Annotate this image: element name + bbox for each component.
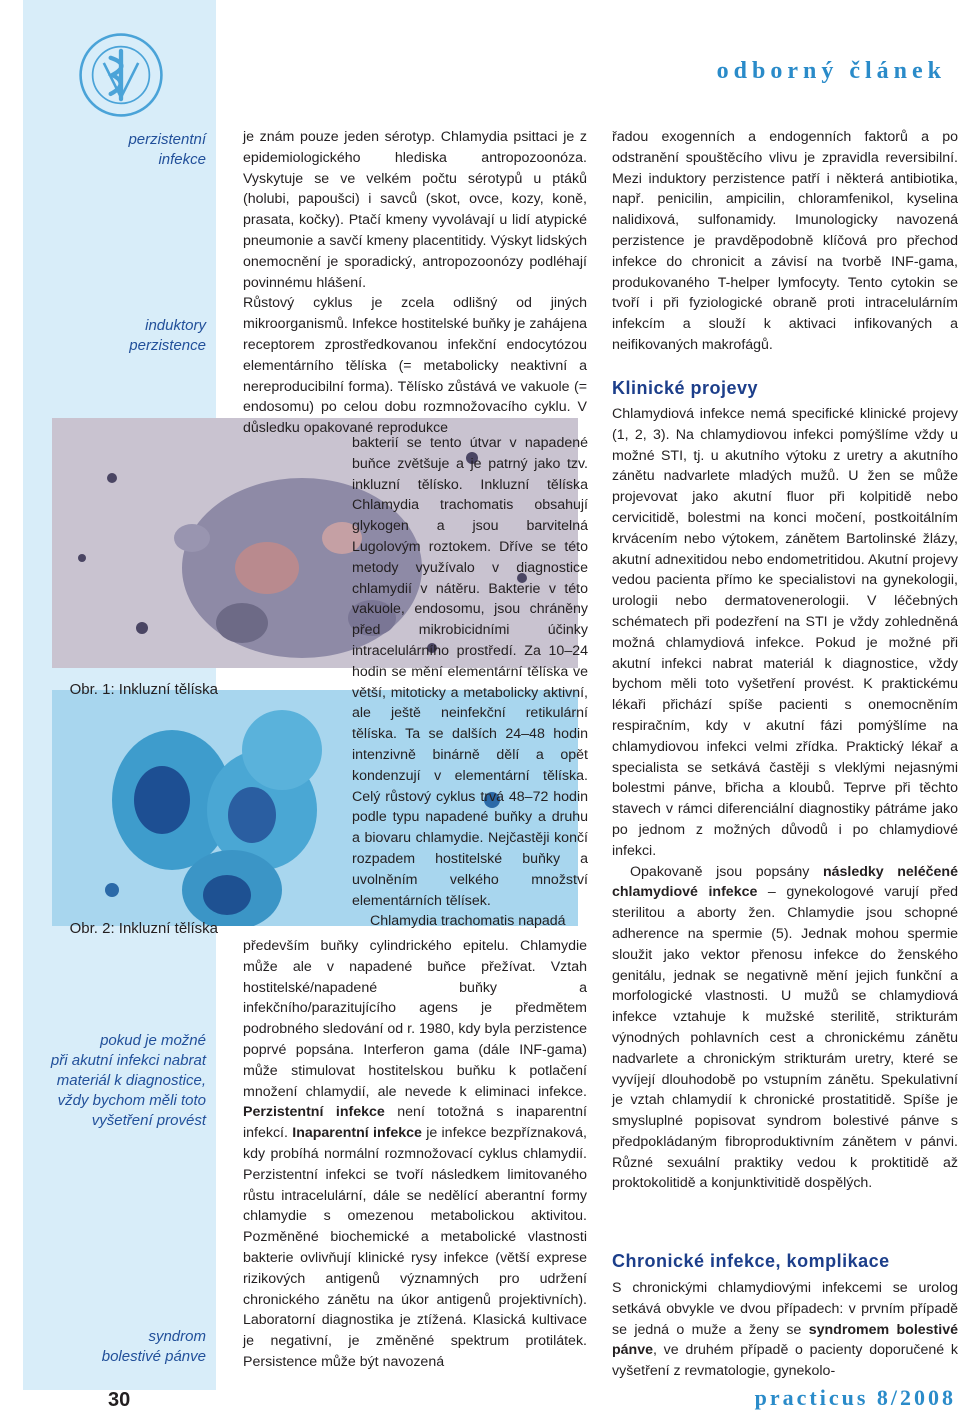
text-run: – gynekologové varují před sterilitou a aborty žen. Chlamydie jsou schopné adherence na spermie (5). Jednak mohou spermie sloužit jako vektor přenosu infekce do ženského genitálu, jednak se negativně mění jejich funkční a morfologické vlastnosti. U mužů se chlamydiová infekce vztahuje k mužské sterilitě, strikturám výnodných pohlavních cest a chronickému zánětu nadvarlete a chronickým strikturám uretry, které se vyvíjejí dlouhodobě po vstupním zánětu. Spekulativní je vztah chlamydií k chronické prostatitidě. Spíše je smysluplné popisovat syndrom bolestivé pánve s předpokládaným fibroproduktivním zánětem v pánvi. Různé sexuální praktiky vedou k proktitidě až proktokolitidě a konjunktivitidě dospělých. — [612, 884, 958, 1192]
text-run: Opakovaně jsou popsány — [630, 863, 810, 880]
section-label: odborný článek — [716, 58, 946, 84]
paragraph: bakterií se tento útvar v napadené buňce zvětšuje a je patrný jako tzv. inkluzní tělísko. Inkluzní tělíska Chlamydia trachomatis obsahují glykogen a jsou barvitelná Lugolovým roztokem. Dříve se této metody využívalo v diagnostice chlamydií v nátěru. Bakterie v této vakuole, endosomu, jsou chráněny před mikrobicidními účinky intracelulárního prostředí. Za 10–24 hodin se mění elementární tělíska ve větší, mitoticky a metabolicky aktivní, ale ještě neinfekční retikulární tělíska. Ta se dalších 24–48 hodin intenzivně binárně dělí a opět kondenzují v elementární tělíska. Celý růstový cyklus trvá 48–72 hodin podle typu napadené buňky a druhu a biovaru chlamydie. Nejčastěji končí rozpadem hostitelské buňky a uvolněním velkého množství elementárních tělísek. — [352, 435, 588, 909]
heading-chronic: Chronické infekce, komplikace — [612, 1251, 890, 1271]
paragraph: Chlamydia trachomatis napadá — [370, 913, 566, 930]
side-note-line: pokud je možné — [100, 1032, 206, 1049]
column-2-top — [612, 127, 958, 356]
paragraph: řadou exogenních a endogenních faktorů a po odstranění spouštěcího vlivu je zpravidla reversibilní. Mezi induktory perzistence patří i některá antibiotika, např. penicilin, ampicilin, chloramfenikol, kyselina nalidixová, sulfonamidy. Imunologicky navozená perzistence je pravděpodobně klíčová pro přechod infekce do chronicit a závisí na tvorbě INF-gama, produkovaného T-helper lymfocyty. Tento cytokin se tvoří i při fyziologické obraně proti intracelulárním infekcím a slouží k aktivaci infikovaných a neifikovaných makrofágů. — [612, 129, 958, 353]
text-run-bold: následky neléčené chlamydiové infekce — [612, 863, 958, 901]
side-note-inductors — [129, 316, 206, 356]
text-run-bold: Inaparentní infekce — [292, 1125, 422, 1142]
column-1-wrap — [352, 433, 588, 932]
side-note-line: vždy bychom měli toto — [57, 1092, 206, 1109]
text-run-bold: Perzistentní infekce — [243, 1104, 385, 1121]
society-logo — [78, 32, 164, 118]
side-note-diagnostics — [51, 1031, 206, 1131]
figure-1-caption: Obr. 1: Inkluzní tělíska — [69, 681, 218, 698]
journal-footer: practicus 8/2008 — [754, 1385, 956, 1410]
text-run: především buňky cylindrického epitelu. Chlamydie může ale v napadené buňce přežívat. Vztah hostitelské/napadené buňky a infekčního/parazitujícího agens je předmětem podrobného sledování od r. 1980, kdy byla perzistence poprvé popsána. Interferon gama (dále INF-gama) může stimulovat hostitelskou buňku k potlačení množení chlamydií, ale nevede k eliminaci infekce. — [243, 938, 587, 1100]
side-note-line: perzistentní — [128, 131, 206, 148]
paragraph — [612, 1278, 958, 1382]
page-number: 30 — [108, 1389, 131, 1411]
side-note-pelvic-pain — [102, 1327, 206, 1367]
text-run: je infekce bezpříznaková, kdy probíhá normální rozmnožovací cyklus chlamydií. Perzistentní infekci se tvoří následkem limitovaného růstu intracelulární, dále se nedělící aberantní formy chlamydie s omezenou metabolickou aktivitou. Pozměněné biochemické a metabolické vlastnosti bakterie ovlivňují klinické rysy infekce (větší exprese rizikových antigenů významných pro udržení chronického zánětu na úkor antigenů projektivních). Laboratorní diagnostika je ztížená. Klasická kultivace je negativní, je změněné spektrum protilátek. Persistence může být navozená — [243, 1125, 587, 1370]
text-run: S chronickými chlamydiovými infekcemi se urolog setkává obvykle ve dvou případech: v prvním případě se jedná o muže a ženy se — [612, 1280, 958, 1338]
side-note-line: při akutní infekci nabrat — [50, 1052, 206, 1069]
text-run-bold: syndromem bolestivé pánve — [612, 1321, 958, 1359]
text-run: není totožná s inaparentní infekcí. — [243, 1104, 587, 1142]
column-2-middle — [612, 404, 958, 1194]
side-note-line: materiál k diagnostice, — [56, 1072, 206, 1089]
side-note-line: perzistence — [129, 337, 206, 354]
figure-2-caption: Obr. 2: Inkluzní tělíska — [69, 920, 218, 937]
side-note-line: infekce — [158, 151, 206, 168]
column-2-bottom — [612, 1278, 958, 1382]
side-note-persistent-infection — [128, 130, 206, 170]
side-note-line: syndrom — [148, 1328, 206, 1345]
text-run: , ve druhém případě o pacienty doporučené k vyšetření z revmatologie, gynekolo- — [612, 1342, 958, 1380]
paragraph: Chlamydiová infekce nemá specifické klinické projevy (1, 2, 3). Na chlamydiovou infekci pomýšlíme vždy u možné STI, tj. u akutního výtoku z uretry a akutního zánětu nadvarlete mladých mužů. U žen se může projevovat jako akutní fluor při kolpitidě nebo cervicitidě, bolestmi na konci močení, postkoitálním krvácením nebo výtokem, zánětem Bartolinské žlázy, akutní adnexitidou nebo endometritidou. Akutní projevy vedou pacienta přímo ke specialistovi na gynekologii, urologii nebo dermatovenerologii. V léčebných schématech při podezření na STI je vždy zohledněná možná chlamydiová infekce. Pokud je možné při akutní infekci nabrat materiál k diagnostice, vždy bychom měli toto vyšetření provést. K praktickému lékaři přichází spíše pacienti s onemocněním respiračním, kdy v akutní fázi pomýšlíme na chlamydiovou infekci velmi zřídka. Praktický lékař a specialista se setkává častěji s vleklými nejasnými bolestmi pánve, břicha a kloubů. Teprve při těchto stavech v rámci diferenciální diagnostiky pátráme jako po jednom z možných důvodů i po chlamydiové infekci. — [612, 406, 958, 859]
paragraph: Růstový cyklus je zcela odlišný od jiných mikroorganismů. Infekce hostitelské buňky je zahájena receptorem zprostředkovanou infekční endocytózou elementárního tělíska (= metabolicky neaktivní a nereproducibilní forma). Tělísko zůstává ve vakuole (= endosomu) po celou dobu rozmnožovacího cyklu. V důsledku opakované reprodukce — [243, 295, 587, 437]
paragraph — [243, 936, 587, 1373]
paragraph: je znám pouze jeden sérotyp. Chlamydia psittaci je z epidemiologického hlediska antropozoonóza. Vyskytuje se ve velkém počtu sérotypů u ptáků (holubi, papoušci) i savců (skot, ovce, kozy, koně, prasata, kočky). Ptačí kmeny vyvolávají u lidí atypické pneumonie a savčí kmeny placentitidy. Výskyt lidských onemocnění je sporadický, antropozoonózy podléhají povinnému hlášení. — [243, 129, 587, 291]
side-note-line: vyšetření provést — [91, 1112, 206, 1129]
column-1-lower — [243, 936, 587, 1373]
heading-clinical: Klinické projevy — [612, 378, 759, 398]
side-note-line: induktory — [145, 317, 206, 334]
column-1-upper — [243, 127, 587, 439]
side-note-line: bolestivé pánve — [101, 1348, 206, 1365]
paragraph — [612, 862, 958, 1195]
